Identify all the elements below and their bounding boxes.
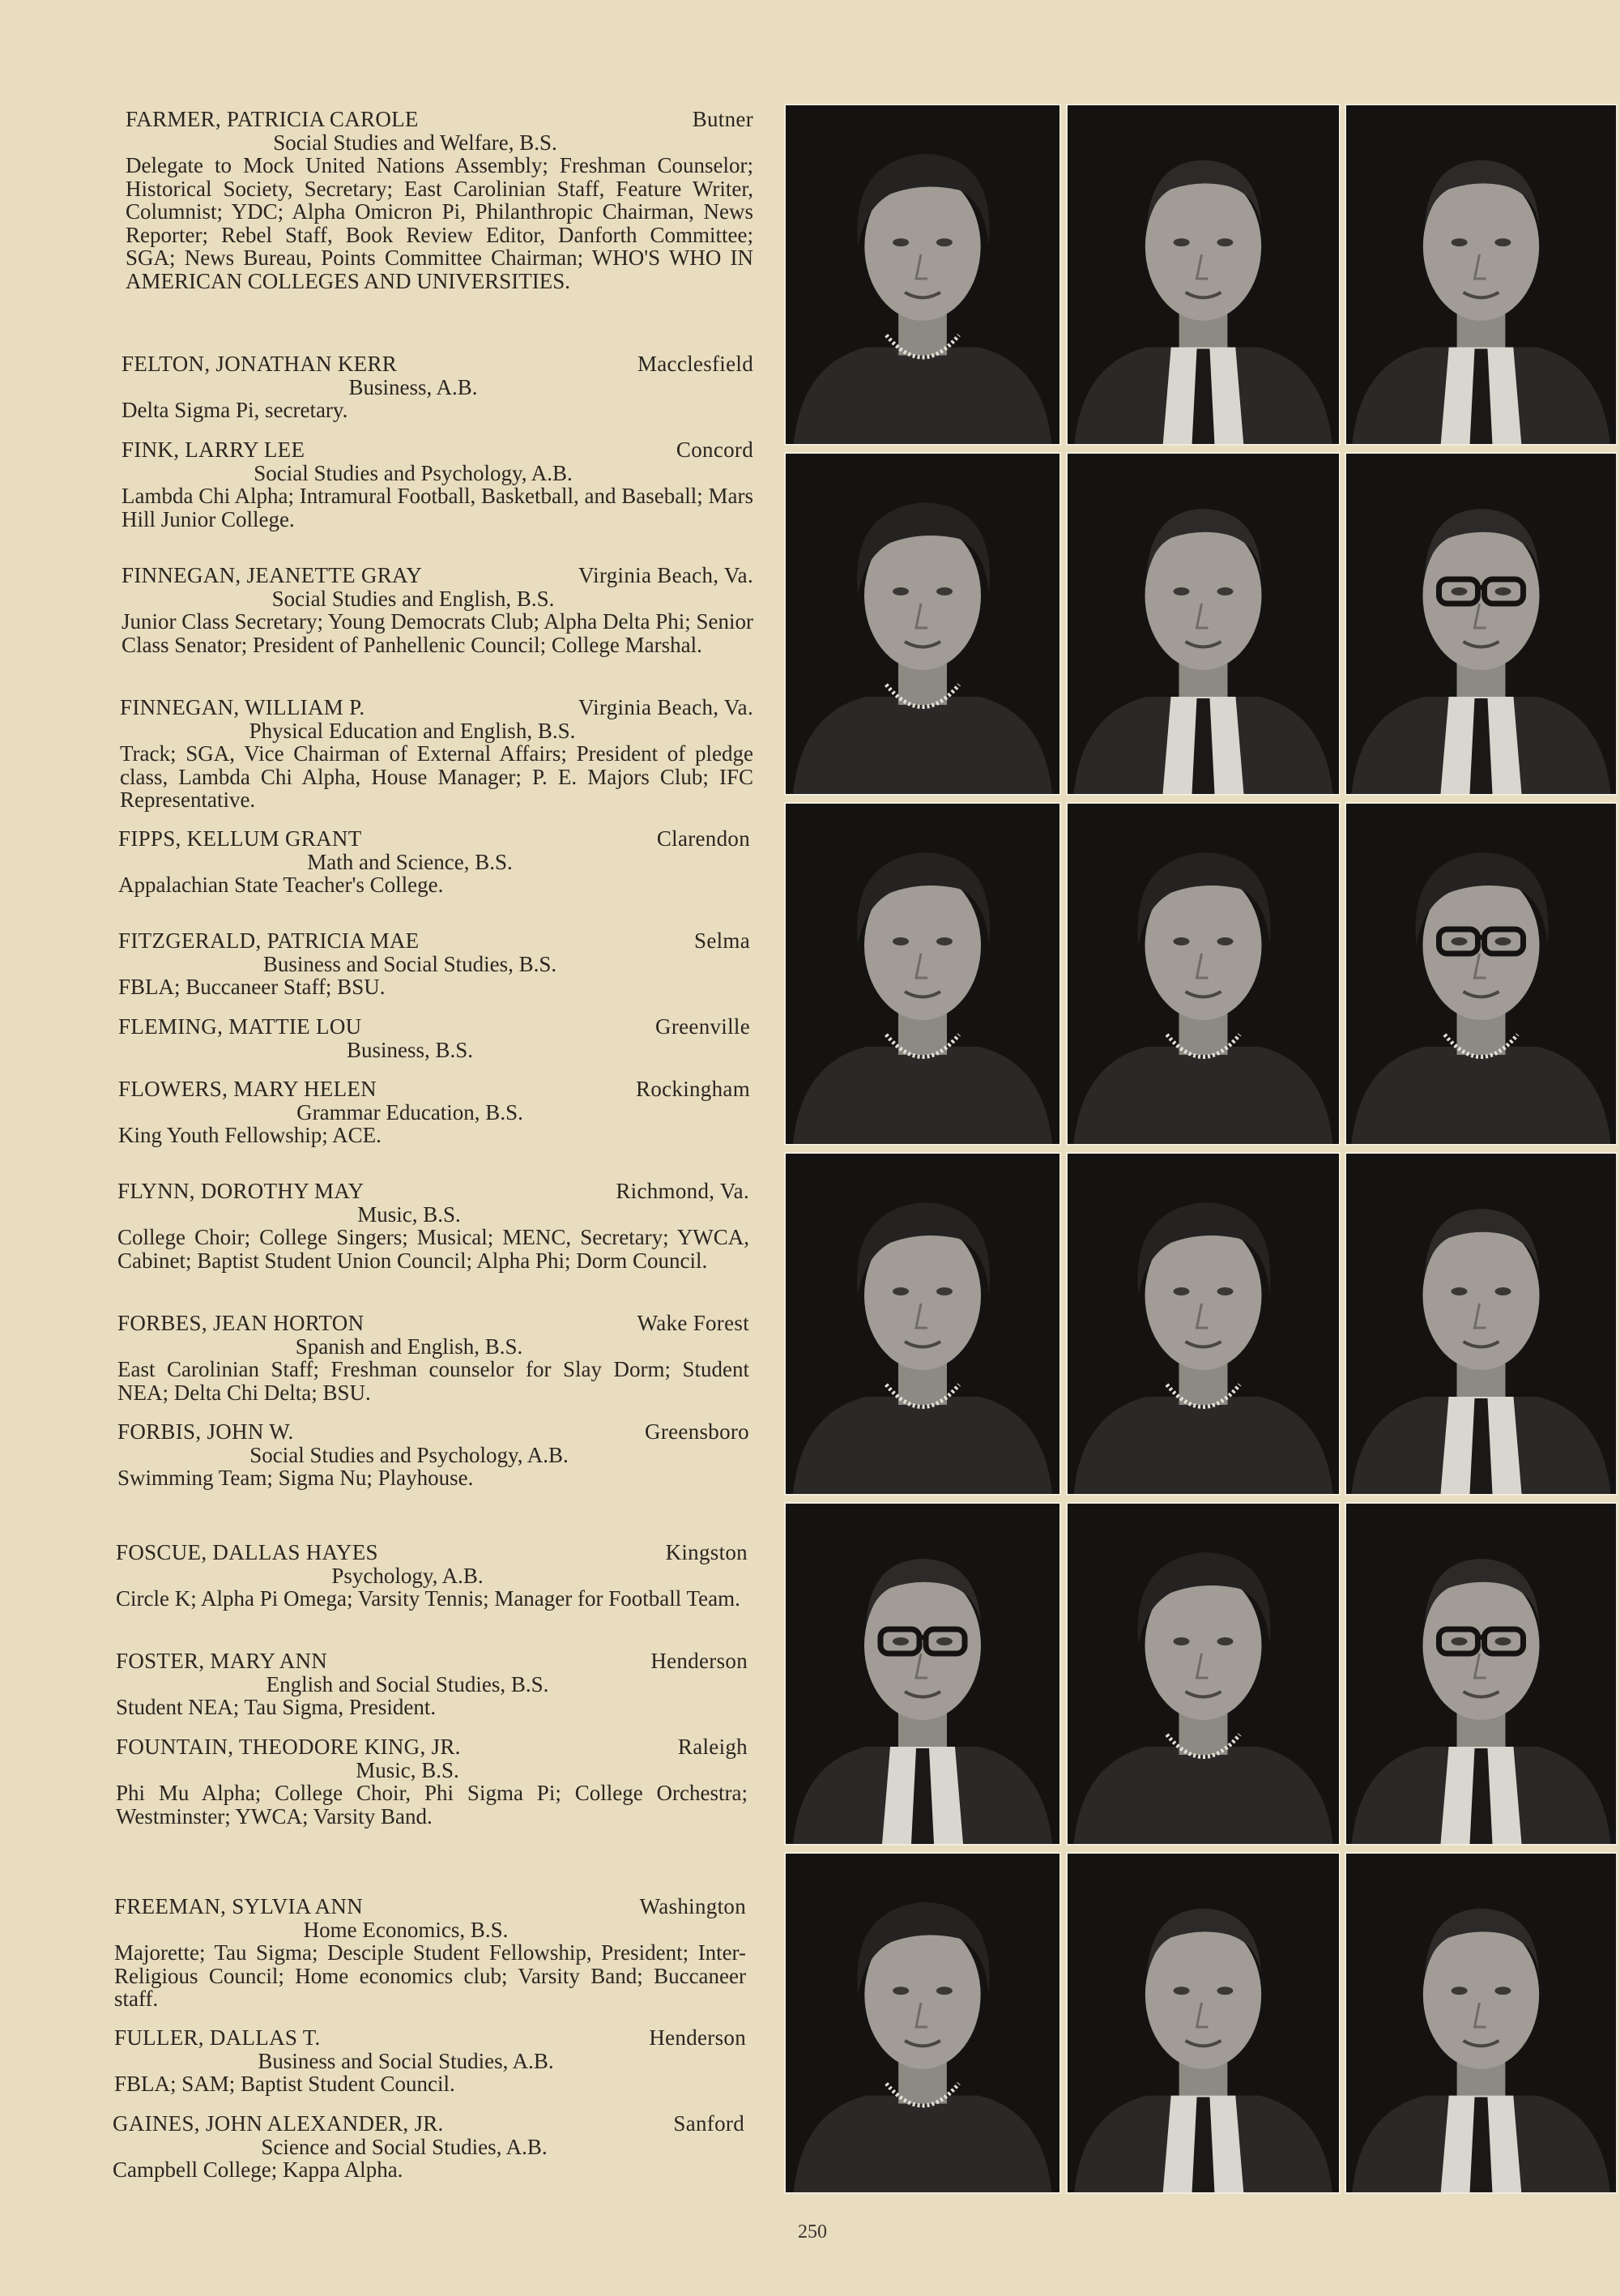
portrait-image (1068, 1504, 1339, 1844)
student-name: FOSTER, MARY ANN (116, 1649, 328, 1673)
student-portrait (786, 1504, 1059, 1844)
student-hometown: Henderson (650, 1649, 748, 1673)
student-entry (118, 929, 750, 999)
portrait-image (1346, 804, 1616, 1144)
portrait-image (786, 804, 1059, 1144)
portrait-image (1068, 1154, 1339, 1494)
student-hometown: Wake Forest (637, 1311, 749, 1335)
student-entry (118, 1015, 750, 1061)
student-hometown: Greenville (655, 1014, 750, 1039)
student-degree: Business, A.B. (348, 374, 478, 399)
student-portrait (1346, 454, 1616, 794)
student-degree: Social Studies and Welfare, B.S. (273, 130, 557, 155)
student-name: FIPPS, KELLUM GRANT (118, 826, 362, 851)
student-hometown: Clarendon (656, 826, 750, 851)
student-hometown: Kingston (665, 1540, 748, 1564)
student-hometown: Rockingham (636, 1077, 750, 1101)
student-portrait (1346, 1154, 1616, 1494)
student-portrait (1068, 1854, 1339, 2192)
student-degree: Grammar Education, B.S. (296, 1099, 523, 1125)
student-hometown: Virginia Beach, Va. (578, 563, 753, 587)
student-hometown: Concord (676, 437, 753, 462)
student-name: FARMER, PATRICIA CAROLE (126, 107, 419, 131)
portrait-image (786, 1854, 1059, 2192)
student-activities: Delta Sigma Pi, secretary. (122, 398, 348, 422)
student-name: FINK, LARRY LEE (122, 437, 305, 462)
student-portrait (1346, 105, 1616, 444)
student-hometown: Greensboro (645, 1419, 749, 1444)
student-degree: Business and Social Studies, B.S. (262, 951, 557, 976)
student-portrait (1068, 1154, 1339, 1494)
student-portrait (786, 1154, 1059, 1494)
student-portrait (1346, 1854, 1616, 2192)
student-degree: Music, B.S. (357, 1201, 461, 1227)
portrait-image (1068, 1854, 1339, 2192)
student-entry (118, 1078, 750, 1147)
student-portrait (1068, 804, 1339, 1144)
portrait-image (1068, 804, 1339, 1144)
student-portrait (1068, 105, 1339, 444)
student-entry (116, 1649, 748, 1719)
student-degree: Social Studies and Psychology, A.B. (254, 460, 573, 485)
student-portrait (1346, 1504, 1616, 1844)
portrait-image (1346, 1154, 1616, 1494)
student-name: GAINES, JOHN ALEXANDER, JR. (113, 2111, 444, 2136)
portrait-image (786, 1154, 1059, 1494)
portrait-image (1346, 454, 1616, 794)
student-activities: Phi Mu Alpha; College Choir, Phi Sigma Pi; College Orchestra; Westminster; YWCA; Varsity Band. (116, 1781, 748, 1829)
student-entry (117, 1420, 749, 1490)
student-hometown: Sanford (673, 2111, 744, 2136)
student-entry (122, 438, 753, 531)
student-degree: Math and Science, B.S. (307, 849, 513, 874)
student-name: FULLER, DALLAS T. (114, 2025, 321, 2050)
student-degree: Physical Education and English, B.S. (249, 718, 576, 743)
student-entry (118, 827, 750, 897)
portrait-image (786, 454, 1059, 794)
student-name: FREEMAN, SYLVIA ANN (114, 1894, 363, 1918)
student-activities: Swimming Team; Sigma Nu; Playhouse. (117, 1466, 474, 1490)
student-entry (113, 2112, 744, 2182)
student-degree: Home Economics, B.S. (303, 1917, 509, 1942)
student-activities: East Carolinian Staff; Freshman counselor for Slay Dorm; Student NEA; Delta Chi Delta; BSU. (117, 1357, 749, 1405)
student-name: FLOWERS, MARY HELEN (118, 1077, 377, 1101)
student-activities: King Youth Fellowship; ACE. (118, 1123, 382, 1147)
student-activities: Delegate to Mock United Nations Assembly; Freshman Counselor; Historical Society, Secretary; East Carolinian Staff, Feature Writer, Columnist; YDC; Alpha Omicron Pi, Philanthropic Chairman, News Reporter; Rebel Staff, Book Review Editor, Danforth Committee; SGA; News Bureau, Points Committee Chairman; WHO'S WHO IN AMERICAN COLLEGES AND UNIVERSITIES. (126, 153, 753, 293)
page-number: 250 (798, 2221, 827, 2243)
student-portrait (786, 804, 1059, 1144)
student-hometown: Washington (639, 1894, 746, 1918)
student-degree: Spanish and English, B.S. (295, 1334, 523, 1359)
portrait-image (1346, 105, 1616, 444)
student-portrait (786, 105, 1059, 444)
student-activities: Appalachian State Teacher's College. (118, 873, 444, 897)
student-activities: Circle K; Alpha Pi Omega; Varsity Tennis; Manager for Football Team. (116, 1586, 740, 1611)
student-hometown: Richmond, Va. (616, 1179, 749, 1203)
student-hometown: Virginia Beach, Va. (578, 695, 753, 719)
student-name: FITZGERALD, PATRICIA MAE (118, 928, 420, 953)
student-entry (122, 564, 753, 656)
portrait-image (786, 105, 1059, 444)
student-degree: Music, B.S. (356, 1757, 459, 1782)
student-name: FORBES, JEAN HORTON (117, 1311, 364, 1335)
student-name: FELTON, JONATHAN KERR (122, 352, 398, 376)
student-name: FOUNTAIN, THEODORE KING, JR. (116, 1735, 461, 1759)
student-degree: Science and Social Studies, A.B. (261, 2134, 548, 2159)
portrait-image (1346, 1504, 1616, 1844)
student-portrait (786, 1854, 1059, 2192)
student-name: FOSCUE, DALLAS HAYES (116, 1540, 378, 1564)
student-entry (114, 1895, 746, 2011)
student-activities: FBLA; SAM; Baptist Student Council. (114, 2072, 455, 2096)
student-hometown: Henderson (649, 2025, 746, 2050)
student-hometown: Raleigh (677, 1735, 748, 1759)
student-degree: Social Studies and Psychology, A.B. (249, 1442, 569, 1467)
student-activities: FBLA; Buccaneer Staff; BSU. (118, 975, 386, 999)
student-name: FLYNN, DOROTHY MAY (117, 1179, 364, 1203)
student-activities: Campbell College; Kappa Alpha. (113, 2157, 403, 2182)
student-hometown: Selma (694, 928, 750, 953)
student-portrait (786, 454, 1059, 794)
portrait-image (1068, 105, 1339, 444)
student-activities: Junior Class Secretary; Young Democrats Club; Alpha Delta Phi; Senior Class Senator; President of Panhellenic Council; College Marshal. (122, 609, 753, 657)
student-portrait (1068, 454, 1339, 794)
student-activities: Student NEA; Tau Sigma, President. (116, 1695, 437, 1719)
portrait-image (1346, 1854, 1616, 2192)
student-entry (126, 108, 753, 292)
portrait-image (1068, 454, 1339, 794)
student-hometown: Butner (692, 107, 753, 131)
student-degree: Psychology, A.B. (331, 1563, 484, 1588)
student-entry (120, 696, 753, 812)
student-name: FINNEGAN, WILLIAM P. (120, 695, 365, 719)
student-entry (117, 1180, 749, 1272)
student-activities: Majorette; Tau Sigma; Desciple Student Fellowship, President; Inter-Religious Council; Home economics club; Varsity Band; Buccaneer staff. (114, 1940, 746, 2011)
student-entry (114, 2026, 746, 2096)
student-activities: Track; SGA, Vice Chairman of External Affairs; President of pledge class, Lambda Chi Alpha, House Manager; P. E. Majors Club; IFC Representative. (120, 741, 753, 812)
student-degree: Business, B.S. (346, 1037, 474, 1062)
student-hometown: Macclesfield (637, 352, 753, 376)
student-entry (116, 1735, 748, 1828)
student-name: FINNEGAN, JEANETTE GRAY (122, 563, 423, 587)
student-entry (122, 352, 753, 422)
student-name: FORBIS, JOHN W. (117, 1419, 294, 1444)
student-name: FLEMING, MATTIE LOU (118, 1014, 362, 1039)
student-entry (117, 1312, 749, 1404)
student-degree: Business and Social Studies, A.B. (258, 2048, 554, 2073)
student-degree: Social Studies and English, B.S. (271, 586, 555, 611)
student-portrait (1068, 1504, 1339, 1844)
student-activities: Lambda Chi Alpha; Intramural Football, Basketball, and Baseball; Mars Hill Junior College. (122, 484, 753, 531)
student-portrait (1346, 804, 1616, 1144)
portrait-image (786, 1504, 1059, 1844)
student-activities: College Choir; College Singers; Musical; MENC, Secretary; YWCA, Cabinet; Baptist Student Union Council; Alpha Phi; Dorm Council. (117, 1225, 749, 1273)
student-entry (116, 1541, 748, 1611)
student-degree: English and Social Studies, B.S. (266, 1671, 549, 1696)
